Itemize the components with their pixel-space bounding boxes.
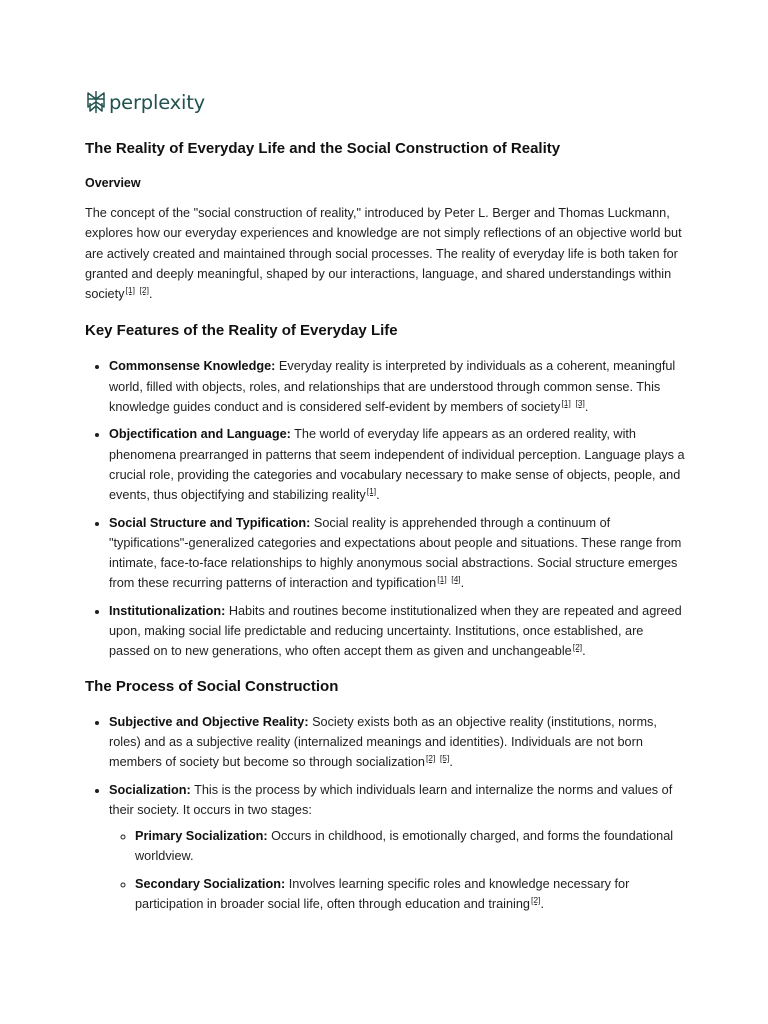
key-features-heading: Key Features of the Reality of Everyday Life [85, 322, 398, 340]
overview-text: The concept of the "social construction of reality," introduced by Peter L. Berger and Thomas Luckmann, explores how our everyday experiences and knowledge are not simply reflections of an objective world but are actively created and maintained through social processes. The reality of everyday life is both taken for granted and deeply meaningful, shaped by our interactions, language, and shared understandings within society [85, 206, 682, 302]
list-item: • Institutionalization: Habits and routines become institutionalized when they are repeated and agreed upon, making social life predictable and reducing uncertainty. Institutions, once established, are passed on to new generations, who often accept them as given and unchangeable[2]. [109, 601, 685, 662]
citation-link[interactable]: [3] [575, 397, 585, 408]
item-term: Institutionalization: [109, 603, 226, 618]
item-text: Occurs in childhood, is emotionally charged, and forms the foundational worldview. [135, 829, 674, 864]
process-list [85, 712, 685, 915]
citation-link[interactable]: [2] [572, 642, 583, 653]
item-term: Social Structure and Typification: [109, 515, 311, 530]
process-heading: The Process of Social Construction [85, 677, 339, 695]
citation-link[interactable]: [2] [139, 284, 149, 295]
list-item: • Objectification and Language: The world of everyday life appears as an ordered reality, with phenomena prearranged in patterns that seem independent of individual perception. Language plays a crucial role, providing the categories and vocabulary necessary to make sense of objects, people, and events, thus objectifying and stabilizing reality[1]. [109, 424, 685, 505]
item-text: Habits and routines become institutionalized when they are repeated and agreed upon, making social life predictable and reducing uncertainty. Institutions, once established, are passed on to new generations, who often accept them as given and unchangeable [109, 603, 682, 659]
item-term: Secondary Socialization: [135, 876, 286, 891]
item-term: Primary Socialization: [135, 829, 268, 844]
article [85, 137, 685, 928]
overview-paragraph: The concept of the "social construction of reality," introduced by Peter L. Berger and Thomas Luckmann, explores how our everyday experiences and knowledge are not simply reflections of an objective world but are actively created and maintained through social processes. The reality of everyday life is both taken for granted and deeply meaningful, shaped by our interactions, language, and shared understandings within society[1] [2]. [85, 206, 682, 302]
citation-link[interactable]: [2] [425, 753, 436, 763]
citation-link[interactable]: [2] [530, 894, 541, 905]
list-item [109, 780, 685, 915]
key-features-list [85, 356, 685, 661]
citation-link[interactable]: [4] [451, 574, 461, 585]
overview-heading: Overview [85, 176, 141, 190]
logo-text: perplexity [109, 90, 205, 114]
item-text: Society exists both as an objective reality (institutions, norms, roles) and as a subjective reality (internalized meanings and identities). Individuals are not born members of society but become so through socialization [109, 714, 657, 770]
page-title: The Reality of Everyday Life and the Social Construction of Reality [85, 140, 561, 157]
list-item: • Social Structure and Typification: Social reality is apprehended through a continuum of "typifications"-generalized categories and expectations about people and situations. These range from intimate, face-to-face relationships to highly anonymous social abstractions. Social structure emerges from these recurring patterns of interaction and typification[1] [4]. [109, 513, 685, 594]
citation-link[interactable]: [5] [439, 753, 450, 763]
list-item: • Commonsense Knowledge: Everyday reality is interpreted by individuals as a coherent, meaningful world, filled with objects, roles, and relationships that are understood through common sense. This knowledge guides conduct and is considered self-evident by members of society[1] [3]. [109, 356, 685, 417]
citation-link[interactable]: [1] [366, 486, 377, 497]
item-text: The world of everyday life appears as an ordered reality, with phenomena prearranged in patterns that seem independent of individual perception. Language plays a crucial role, providing the categories and vocabulary necessary to make sense of objects, people, and events, thus objectifying and stabilizing reality [109, 427, 685, 503]
perplexity-logo[interactable] [85, 90, 205, 114]
citation-link[interactable]: [1] [437, 574, 447, 585]
socialization-sublist [109, 826, 685, 914]
item-text: Social reality is apprehended through a continuum of "typifications"-generalized categories and expectations about people and situations. These range from intimate, face-to-face relationships to highly anonymous social abstractions. Social structure emerges from these recurring patterns of interaction and typification [109, 515, 682, 591]
item-term: Objectification and Language: [109, 427, 291, 442]
perplexity-logo-icon [85, 90, 107, 114]
item-text: Everyday reality is interpreted by individuals as a coherent, meaningful world, filled with objects, roles, and relationships that are understood through common sense. This knowledge guides conduct and is considered self-evident by members of society [109, 359, 676, 415]
citation-link[interactable]: [1] [125, 284, 135, 295]
citation-link[interactable]: [1] [561, 397, 571, 408]
item-text: This is the process by which individuals learn and internalize the norms and values of their society. It occurs in two stages: [109, 782, 673, 817]
sublist-item [135, 826, 685, 867]
sublist-item: ◦ Secondary Socialization: Involves learning specific roles and knowledge necessary for participation in broader social life, often through education and training[2]. [135, 874, 685, 915]
item-term: Subjective and Objective Reality: [109, 714, 309, 729]
item-text: Involves learning specific roles and knowledge necessary for participation in broader social life, often through education and training [135, 876, 630, 912]
list-item: • Subjective and Objective Reality: Society exists both as an objective reality (institutions, norms, roles) and as a subjective reality (internalized meanings and identities). Individuals are not born members of society but become so through socialization[2] [5]. [109, 712, 685, 773]
item-term: Socialization: [109, 782, 191, 797]
item-term: Commonsense Knowledge: [109, 359, 276, 374]
